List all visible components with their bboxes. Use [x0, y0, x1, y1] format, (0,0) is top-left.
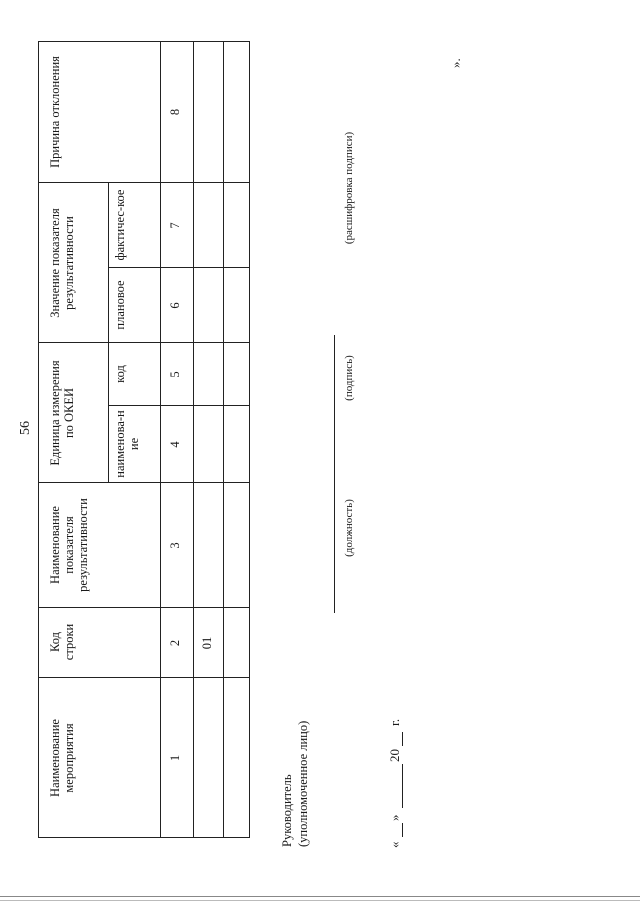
table-row-2-okei-name: [223, 405, 250, 483]
table-row-1-okei-name: [193, 405, 224, 483]
header-okei-code: код: [113, 365, 127, 383]
decryption-caption: (расшифровка подписи): [343, 131, 355, 245]
header-indicator-name: Наименование показателя результативности: [48, 498, 90, 592]
table-row-1-planned: [193, 267, 224, 343]
year-prefix: 20: [387, 749, 402, 762]
column-number-2: 2: [168, 639, 182, 647]
column-number-6: 6: [168, 302, 182, 309]
date-open-quote: «: [387, 841, 402, 848]
month-blank-line: [402, 764, 403, 808]
column-number-3: 3: [168, 542, 182, 549]
head-label: Руководитель: [280, 774, 294, 847]
performance-indicators-table: [38, 41, 250, 838]
signature-line: [334, 335, 335, 613]
header-indicator-value: Значение показателя результативности: [48, 208, 76, 318]
position-caption: (должность): [343, 499, 355, 557]
table-row-2-actual: [223, 182, 250, 268]
signature-caption: (подпись): [343, 355, 355, 401]
authorized-person-label: (уполномоченное лицо): [296, 720, 310, 847]
column-number-1: 1: [168, 754, 182, 762]
header-row-code: Код строки: [48, 623, 76, 661]
table-row-1-reason: [193, 41, 224, 183]
header-okei-name: наименова-ние: [113, 410, 141, 478]
table-row-2-reason: [223, 41, 250, 183]
column-number-5: 5: [168, 371, 182, 378]
scan-edge-line: [0, 896, 640, 897]
scan-edge-line-lower: [0, 900, 640, 901]
date-close-quote: »: [387, 814, 402, 821]
row-code-01: 01: [200, 636, 214, 650]
table-row-1-actual: [193, 182, 224, 268]
column-number-4: 4: [168, 441, 182, 448]
header-planned: плановое: [113, 280, 127, 330]
table-row-2-event-name: [223, 677, 250, 838]
page-number: 56: [18, 421, 33, 435]
header-okei-unit: Единица измерения по ОКЕИ: [48, 360, 76, 466]
header-event-name: Наименование мероприятия: [48, 719, 76, 797]
day-blank-line: [402, 823, 403, 837]
table-row-1-okei-code: [193, 342, 224, 406]
year-blank-line: [402, 732, 403, 746]
table-row-1-indicator-name: [193, 482, 224, 608]
closing-mark: ».: [448, 58, 463, 68]
year-suffix: г.: [387, 718, 402, 726]
column-number-7: 7: [168, 222, 182, 229]
column-number-8: 8: [168, 108, 182, 116]
table-row-2-row-code: [223, 607, 250, 678]
table-row-2-indicator-name: [223, 482, 250, 608]
header-actual: фактичес-кое: [113, 189, 127, 261]
table-row-1-event-name: [193, 677, 224, 838]
table-row-2-okei-code: [223, 342, 250, 406]
table-row-2-planned: [223, 267, 250, 343]
header-reason: Причина отклонения: [48, 56, 62, 168]
